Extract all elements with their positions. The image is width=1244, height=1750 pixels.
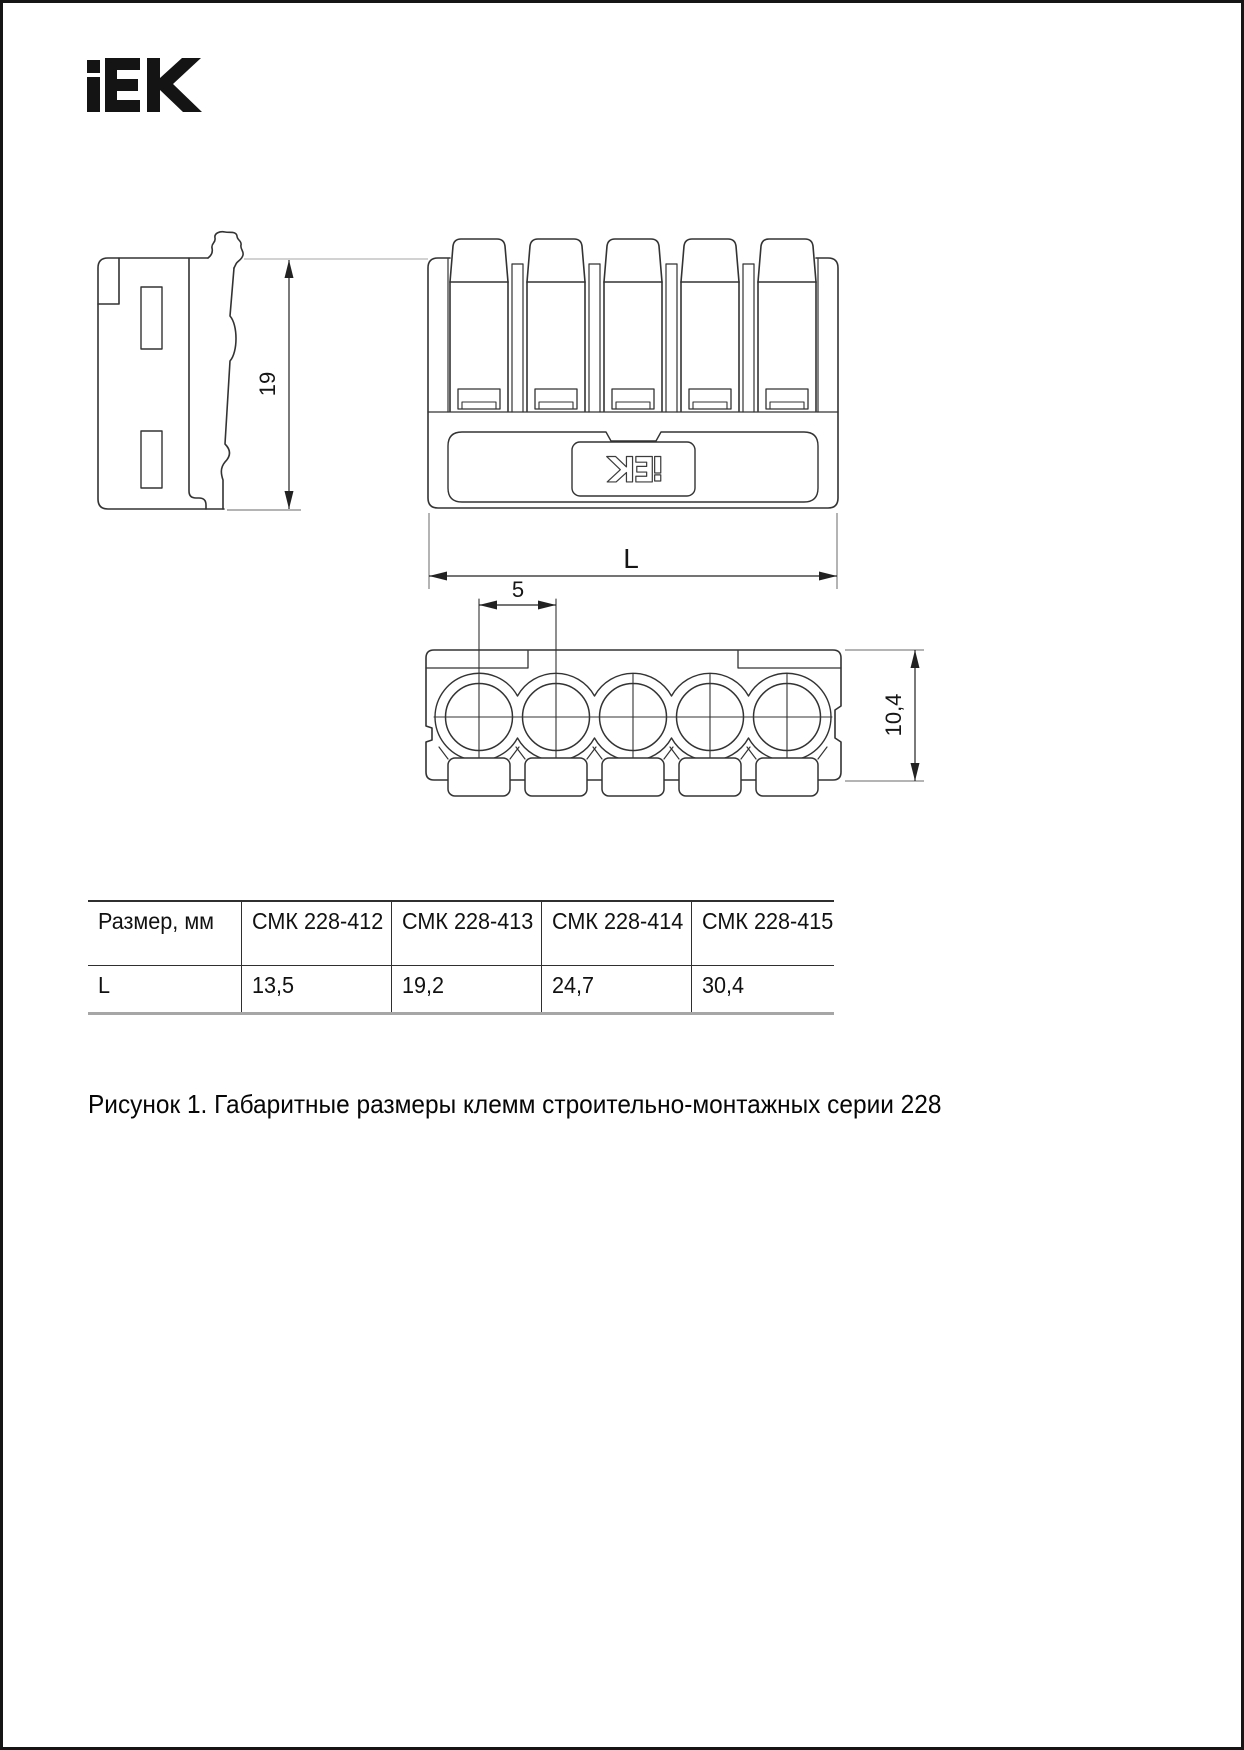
arrow-left-icon (429, 572, 447, 581)
arrow-down-icon (285, 491, 294, 509)
bottom-tabs (448, 758, 818, 796)
figure-caption: Рисунок 1. Габаритные размеры клемм строительно-монтажных серии 228 (88, 1089, 942, 1119)
side-view-drawing (98, 232, 243, 509)
arrow-right-icon (819, 572, 837, 581)
table-cell: 19,2 (392, 966, 542, 1012)
technical-drawing (3, 3, 1244, 853)
table-cell: 13,5 (242, 966, 392, 1012)
table-header-cell: Размер, мм (88, 902, 242, 966)
table-cell: 24,7 (542, 966, 692, 1012)
arrow-down-icon (911, 763, 920, 781)
side-slot-upper (141, 287, 162, 349)
side-view-right-contour (221, 268, 236, 509)
dim-height-label: 19 (255, 371, 280, 397)
arrow-left-icon (479, 601, 497, 610)
lever-knob (208, 232, 243, 268)
label-plate (572, 442, 695, 496)
table-header-cell: СМК 228-414 (542, 902, 692, 966)
front-view-drawing (428, 239, 838, 508)
lever-caps (450, 239, 816, 411)
partition-channels (512, 264, 754, 412)
table-cell: L (88, 966, 242, 1012)
dim-pitch (479, 577, 556, 610)
table-cell: 30,4 (702, 972, 745, 998)
arrow-right-icon (538, 601, 556, 610)
table-header-cell: СМК 228-413 (392, 902, 542, 966)
arrow-up-icon (911, 650, 920, 668)
wire-holes (434, 599, 832, 760)
dim-length-label: L (623, 543, 639, 574)
dim-length (429, 513, 837, 589)
dim-pitch-label: 5 (511, 577, 525, 602)
top-view-drawing (426, 599, 841, 796)
dim-depth (845, 650, 924, 781)
embossed-iek-logo (607, 457, 661, 482)
table-header-cell: СМК 228-412 (242, 902, 392, 966)
table-header-cell: СМК 228-415 (692, 902, 834, 966)
arrow-up-icon (285, 260, 294, 278)
dim-height (227, 259, 428, 510)
size-table (88, 900, 834, 1015)
side-slot-lower (141, 431, 162, 488)
dim-depth-label: 10,4 (881, 693, 906, 737)
